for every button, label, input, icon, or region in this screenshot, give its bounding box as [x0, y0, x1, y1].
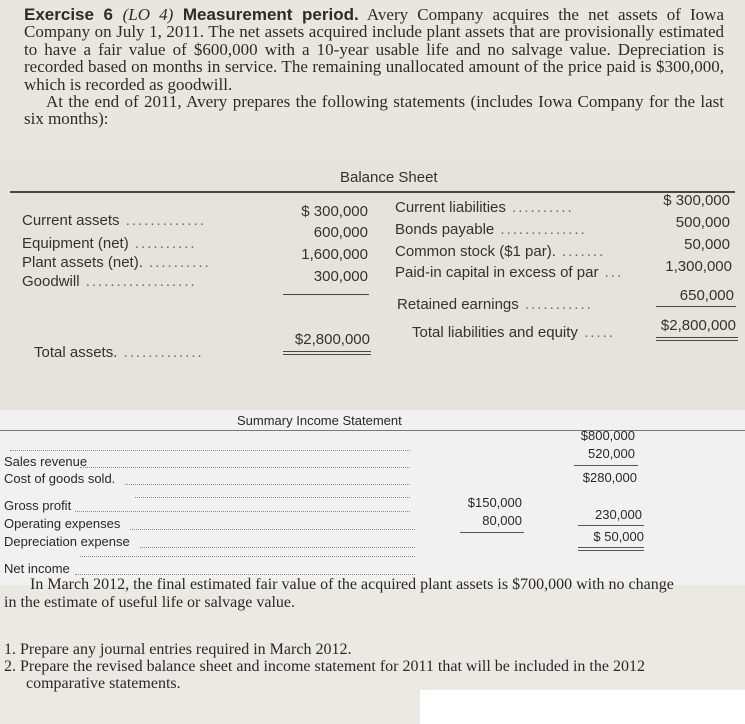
liability-subtotal-rule: [656, 306, 736, 307]
double-rule-bottom: [656, 340, 738, 341]
leader-dots: [10, 450, 410, 451]
cogs-rule: [574, 465, 638, 466]
gross-profit-label: Gross profit: [4, 498, 72, 513]
question-2: 2. Prepare the revised balance sheet and income statement for 2011 that will be included in the 2012 comparative statements.: [4, 658, 645, 692]
income-statement: [0, 410, 745, 585]
balance-sheet-title: Balance Sheet: [340, 169, 438, 186]
leader-dots: [80, 556, 415, 557]
exercise-paragraph-1: [24, 6, 724, 93]
net-income-label: Net income: [4, 561, 70, 576]
leader-dots: [125, 484, 410, 485]
exercise-label: Exercise 6 (LO 4) Measurement period.: [24, 5, 359, 24]
income-statement-title: Summary Income Statement: [237, 413, 402, 428]
expenses-rule: [460, 532, 524, 533]
asset-row: Equipment (net) ..........: [22, 235, 197, 252]
double-rule-top: [656, 337, 738, 338]
liability-row: Current liabilities ..........: [395, 199, 574, 216]
asset-row: Plant assets (net). ..........: [22, 254, 211, 271]
leader-dots: [75, 574, 415, 575]
leader-dots: [80, 467, 410, 468]
balance-sheet: [0, 160, 745, 410]
question-1: 1. Prepare any journal entries required in March 2012.: [4, 641, 352, 658]
exercise-body: Avery Company acquires the net assets of Iowa Company on July 1, 2011. The net assets acquired include plant assets that are provisionally estimated to have a fair value of $600,000 with a 10-year usable life and no salvage value. Depreciation is recorded based on months in service. The remaining unallocated amount of the price paid is $300,000, which is recorded as goodwill.: [24, 5, 724, 94]
operating-expenses-value: $150,000: [467, 495, 522, 510]
header-rule: [10, 191, 735, 193]
depreciation-expense-value: 80,000: [482, 513, 522, 528]
depreciation-expense-label: Depreciation expense: [4, 534, 130, 549]
asset-row: Goodwill ..................: [22, 273, 197, 290]
asset-value: $ 300,000: [301, 203, 368, 220]
total-expenses-rule: [578, 525, 644, 526]
exercise-paragraph-2: At the end of 2011, Avery prepares the following statements (includes Iowa Company for the last six months):: [24, 92, 724, 129]
leader-dots: [75, 511, 410, 512]
operating-expenses-label: Operating expenses: [4, 516, 121, 531]
asset-value: 1,600,000: [301, 246, 368, 263]
liability-value: 50,000: [684, 236, 730, 253]
gross-profit-value: $280,000: [582, 470, 637, 485]
total-assets-value: $2,800,000: [294, 331, 370, 348]
sales-revenue-value: $800,000: [580, 428, 635, 443]
asset-row: Current assets .............: [22, 212, 206, 229]
asset-subtotal-rule: [283, 294, 369, 295]
double-rule-bottom: [283, 354, 371, 355]
double-rule-top: [578, 547, 644, 548]
total-liabilities-row: Total liabilities and equity .....: [412, 324, 615, 341]
liability-value: 650,000: [679, 287, 734, 304]
double-rule-bottom: [578, 550, 644, 551]
liability-row: Common stock ($1 par). .......: [395, 243, 606, 260]
asset-value: 300,000: [313, 268, 368, 285]
liability-row: Retained earnings ...........: [397, 296, 593, 313]
leader-dots: [130, 529, 415, 530]
sales-revenue-label: Sales revenue: [4, 454, 88, 469]
total-assets-row: Total assets. .............: [34, 344, 204, 361]
exercise-text: [24, 6, 724, 128]
liability-row: Paid-in capital in excess of par ...: [395, 264, 624, 281]
liability-row: Bonds payable ..............: [395, 221, 587, 238]
liability-value: 500,000: [675, 214, 730, 231]
followup-paragraph: In March 2012, the final estimated fair value of the acquired plant assets is $700,000 with no change in the estimate of useful life or salvage value.: [4, 576, 674, 611]
liability-value: $ 300,000: [663, 192, 730, 209]
leader-dots: [135, 497, 410, 498]
total-expenses-value: 230,000: [595, 507, 642, 522]
leader-dots: [140, 547, 415, 548]
cogs-label: Cost of goods sold.: [4, 471, 116, 486]
asset-value: 600,000: [313, 224, 368, 241]
liability-value: 1,300,000: [665, 258, 732, 275]
total-liabilities-value: $2,800,000: [660, 317, 736, 334]
double-rule-top: [283, 351, 371, 352]
page-corner-blank: [420, 690, 745, 724]
net-income-value: $ 50,000: [593, 529, 644, 544]
cogs-value: 520,000: [588, 446, 635, 461]
